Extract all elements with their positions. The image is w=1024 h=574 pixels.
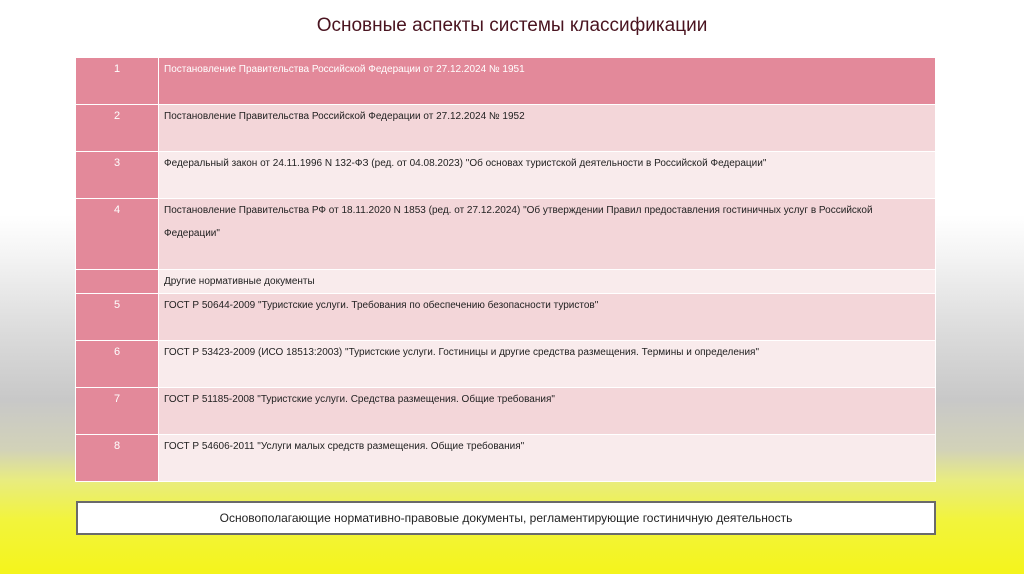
table-row <box>76 270 936 294</box>
row-number: 5 <box>76 294 159 341</box>
table-row <box>76 199 936 270</box>
table-row <box>76 58 936 105</box>
row-text: ГОСТ Р 53423-2009 (ИСО 18513:2003) "Туристские услуги. Гостиницы и другие средства размещения. Термины и определения" <box>159 341 936 388</box>
row-text: Постановление Правительства РФ от 18.11.2020 N 1853 (ред. от 27.12.2024) "Об утверждении Правил предоставления гостиничных услуг в Российской Федерации" <box>159 199 936 270</box>
documents-table <box>75 57 936 482</box>
table-row <box>76 341 936 388</box>
row-number: 6 <box>76 341 159 388</box>
row-text: Другие нормативные документы <box>159 270 936 294</box>
table-row <box>76 152 936 199</box>
row-text: Постановление Правительства Российской Федерации от 27.12.2024 № 1952 <box>159 105 936 152</box>
row-text: Федеральный закон от 24.11.1996 N 132-ФЗ (ред. от 04.08.2023) "Об основах туристской деятельности в Российской Федерации" <box>159 152 936 199</box>
summary-banner: Основополагающие нормативно-правовые документы, регламентирующие гостиничную деятельность <box>76 501 936 535</box>
row-number: 8 <box>76 435 159 482</box>
row-number: 7 <box>76 388 159 435</box>
table-row <box>76 294 936 341</box>
row-number: 1 <box>76 58 159 105</box>
table-row <box>76 435 936 482</box>
row-number: 4 <box>76 199 159 270</box>
slide-title: Основные аспекты системы классификации <box>316 15 708 36</box>
table-row <box>76 105 936 152</box>
row-number: 2 <box>76 105 159 152</box>
table-row <box>76 388 936 435</box>
row-number: 3 <box>76 152 159 199</box>
row-text: ГОСТ Р 51185-2008 "Туристские услуги. Средства размещения. Общие требования" <box>159 388 936 435</box>
row-text: ГОСТ Р 50644-2009 "Туристские услуги. Требования по обеспечению безопасности туристов" <box>159 294 936 341</box>
row-number <box>76 270 159 294</box>
row-text: ГОСТ Р 54606-2011 "Услуги малых средств размещения. Общие требования" <box>159 435 936 482</box>
row-text: Постановление Правительства Российской Федерации от 27.12.2024 № 1951 <box>159 58 936 105</box>
